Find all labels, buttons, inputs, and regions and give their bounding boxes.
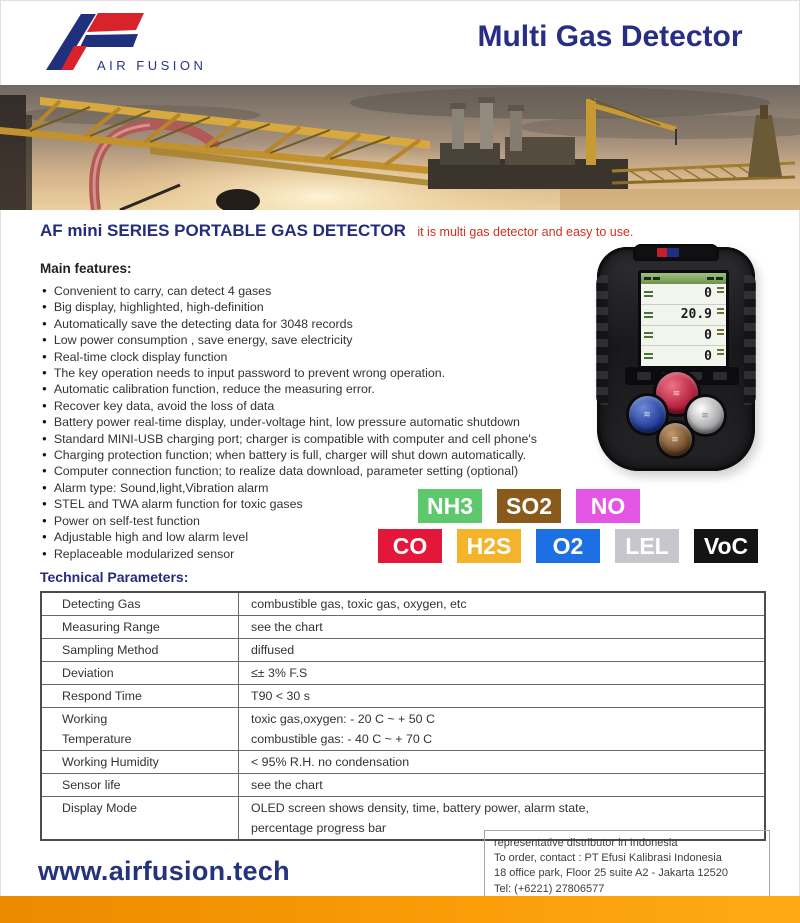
bullet-icon: ● bbox=[42, 286, 47, 295]
gas-badge-so2: SO2 bbox=[497, 489, 561, 523]
screen-reading-value: 20.9 bbox=[680, 307, 712, 323]
screen-reading-row bbox=[641, 305, 726, 326]
feature-text: Replaceable modularized sensor bbox=[53, 546, 235, 561]
parameter-name-cell: Respond Time bbox=[41, 685, 239, 708]
parameter-value-cell: ≤± 3% F.S bbox=[239, 662, 766, 685]
feature-item bbox=[40, 381, 605, 397]
technical-parameters-table bbox=[40, 591, 766, 841]
feature-item bbox=[40, 299, 605, 315]
parameter-value-cell: diffused bbox=[239, 639, 766, 662]
website-link: www.airfusion.tech bbox=[38, 856, 290, 886]
feature-text: STEL and TWA alarm function for toxic gases bbox=[53, 497, 303, 512]
parameter-value-cell: combustible gas, toxic gas, oxygen, etc bbox=[239, 592, 766, 616]
feature-text: Adjustable high and low alarm level bbox=[53, 530, 249, 545]
distributor-line: To order, contact : PT Efusi Kalibrasi Indonesia bbox=[494, 852, 722, 865]
technical-parameters-title: Technical Parameters: bbox=[40, 569, 189, 585]
parameter-name-cell: Working Temperature bbox=[41, 708, 239, 751]
bullet-icon: ● bbox=[42, 482, 47, 492]
parameter-value-cell: see the chart bbox=[239, 616, 766, 639]
bullet-icon: ● bbox=[42, 400, 47, 410]
bullet-icon: ● bbox=[42, 318, 47, 328]
bullet-icon: ● bbox=[42, 351, 47, 361]
gas-badge-co: CO bbox=[378, 529, 442, 563]
table-row bbox=[41, 592, 765, 616]
brand-name: AIR FUSION bbox=[97, 58, 207, 73]
feature-item bbox=[40, 365, 605, 381]
screen-reading-row bbox=[641, 346, 726, 366]
intro-section bbox=[40, 221, 770, 241]
feature-text: Computer connection function; to realize data download, parameter setting (optional) bbox=[53, 464, 519, 479]
feature-text: Automatically save the detecting data for 3048 records bbox=[53, 316, 353, 331]
feature-item bbox=[40, 349, 605, 365]
bullet-icon: ● bbox=[42, 417, 47, 427]
parameter-name-cell: Deviation bbox=[41, 662, 239, 685]
distributor-line: representative distributor in Indonesia bbox=[494, 837, 678, 849]
feature-item bbox=[40, 316, 605, 332]
screen-reading-row bbox=[641, 284, 726, 305]
bullet-icon: ● bbox=[42, 548, 47, 558]
parameter-name-cell: Sensor life bbox=[41, 774, 239, 797]
device-button-bronze: ≋ bbox=[659, 423, 692, 456]
feature-item bbox=[40, 283, 605, 299]
feature-text: Recover key data, avoid the loss of data bbox=[53, 398, 275, 413]
series-heading: AF mini SERIES PORTABLE GAS DETECTOR bbox=[40, 221, 406, 240]
gas-badge-nh3: NH3 bbox=[418, 489, 482, 523]
table-row bbox=[41, 751, 765, 774]
screen-reading-row bbox=[641, 326, 726, 347]
gas-badges-row-1 bbox=[418, 489, 640, 523]
feature-text: Standard MINI-USB charging port; charger is compatible with computer and cell phone's bbox=[53, 431, 537, 446]
parameter-name-cell: Sampling Method bbox=[41, 639, 239, 662]
bullet-icon: ● bbox=[42, 499, 47, 509]
parameter-value-cell: OLED screen shows density, time, battery power, alarm state, percentage progress bar bbox=[239, 797, 766, 841]
parameter-name-cell: Measuring Range bbox=[41, 616, 239, 639]
feature-item bbox=[40, 414, 605, 430]
page-title: Multi Gas Detector bbox=[477, 20, 743, 53]
feature-text: Alarm type: Sound,light,Vibration alarm bbox=[53, 480, 269, 495]
parameter-value-cell: < 95% R.H. no condensation bbox=[239, 751, 766, 774]
feature-text: Charging protection function; when battery is full, charger will shut down automatically. bbox=[53, 448, 527, 463]
gas-badge-no: NO bbox=[576, 489, 640, 523]
gas-badge-o2: O2 bbox=[536, 529, 600, 563]
feature-text: Big display, highlighted, high-definition bbox=[53, 300, 264, 315]
table-row bbox=[41, 662, 765, 685]
device-top-cap bbox=[633, 244, 719, 261]
feature-item bbox=[40, 463, 605, 479]
feature-text: Low power consumption , save energy, save electricity bbox=[53, 333, 353, 348]
parameter-name-cell: Detecting Gas bbox=[41, 592, 239, 616]
device-button-red: ≋ bbox=[656, 372, 698, 414]
bullet-icon: ● bbox=[42, 384, 47, 394]
table-row bbox=[41, 616, 765, 639]
device-logo-icon bbox=[657, 248, 679, 257]
gas-badges-row-2 bbox=[378, 529, 758, 563]
device-screen bbox=[638, 270, 729, 369]
distributor-line: 18 office park, Floor 25 suite A2 - Jakarta 12520 bbox=[494, 867, 728, 880]
screen-reading-value: 0 bbox=[704, 327, 712, 343]
feature-text: Convenient to carry, can detect 4 gases bbox=[53, 284, 272, 298]
screen-reading-value: 0 bbox=[704, 348, 712, 364]
bullet-icon: ● bbox=[42, 515, 47, 525]
distributor-line: Tel: (+6221) 27806577 bbox=[494, 882, 605, 895]
gas-badge-lel: LEL bbox=[615, 529, 679, 563]
feature-item bbox=[40, 431, 605, 447]
feature-item bbox=[40, 398, 605, 414]
bullet-icon: ● bbox=[42, 335, 47, 345]
feature-text: Automatic calibration function, reduce the measuring error. bbox=[53, 382, 375, 397]
feature-text: Real-time clock display function bbox=[53, 349, 228, 364]
footer-orange-bar bbox=[0, 896, 800, 923]
parameter-name-cell: Display Mode bbox=[41, 797, 239, 841]
gas-badge-voc: VoC bbox=[694, 529, 758, 563]
hero-image bbox=[0, 85, 800, 210]
table-row bbox=[41, 685, 765, 708]
device-screen-readings bbox=[641, 284, 726, 366]
features-title: Main features: bbox=[40, 261, 132, 276]
bullet-icon: ● bbox=[42, 532, 47, 542]
table-row bbox=[41, 639, 765, 662]
feature-item bbox=[40, 332, 605, 348]
gas-badge-h2s: H2S bbox=[457, 529, 521, 563]
feature-item bbox=[40, 447, 605, 463]
bullet-icon: ● bbox=[42, 302, 47, 312]
device-button-blue: ≋ bbox=[629, 396, 666, 433]
feature-text: The key operation needs to input password to prevent wrong operation. bbox=[53, 366, 446, 381]
parameter-value-cell: toxic gas,oxygen: - 20 C ~ + 50 C combustible gas: - 40 C ~ + 70 C bbox=[239, 708, 766, 751]
gas-detector-photo bbox=[597, 247, 755, 471]
device-button-silver: ≋ bbox=[687, 397, 724, 434]
bullet-icon: ● bbox=[42, 368, 47, 378]
screen-reading-value: 0 bbox=[704, 286, 712, 302]
parameter-name-cell: Working Humidity bbox=[41, 751, 239, 774]
table-row bbox=[41, 774, 765, 797]
feature-text: Battery power real-time display, under-voltage hint, low pressure automatic shutdown bbox=[53, 415, 520, 430]
table-row bbox=[41, 708, 765, 751]
bullet-icon: ● bbox=[42, 466, 47, 476]
distributor-info-box bbox=[484, 830, 770, 905]
parameter-value-cell: T90 < 30 s bbox=[239, 685, 766, 708]
bullet-icon: ● bbox=[42, 450, 47, 460]
bullet-icon: ● bbox=[42, 433, 47, 443]
feature-text: Power on self-test function bbox=[53, 513, 200, 528]
device-screen-statusbar bbox=[641, 273, 726, 284]
parameter-value-cell: see the chart bbox=[239, 774, 766, 797]
series-tagline: it is multi gas detector and easy to use. bbox=[417, 225, 634, 239]
